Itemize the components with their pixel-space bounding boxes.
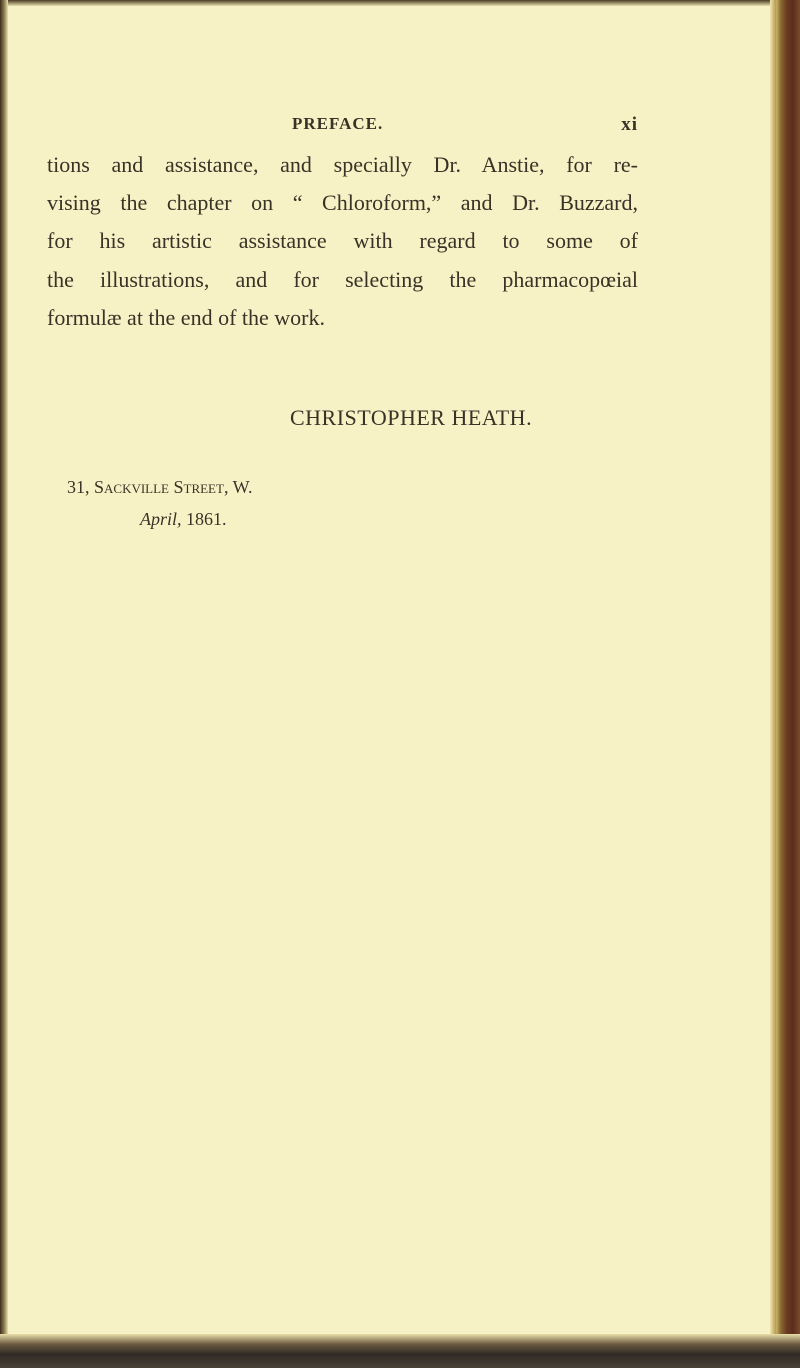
text-line: formulæ at the end of the work. [47, 304, 325, 330]
address-street: Sackville Street, W. [94, 477, 253, 497]
text-line: the illustrations, and for selecting the pharmacopœial [47, 266, 638, 292]
date [140, 509, 227, 530]
text-line: vising the chapter on “ Chloroform,” and Dr. Buzzard, [47, 190, 638, 216]
date-month: April, [140, 509, 182, 529]
text-line: for his artistic assistance with regard to some of [47, 228, 638, 254]
author-signature: CHRISTOPHER HEATH. [290, 405, 533, 430]
body-text [47, 146, 638, 337]
page-top-edge [0, 0, 800, 6]
text-line: tions and assistance, and specially Dr. Anstie, for re- [47, 152, 638, 177]
running-header [47, 114, 638, 142]
running-title: PREFACE. [292, 114, 384, 133]
address-number: 31, [67, 477, 90, 497]
page-gutter-edge [0, 0, 8, 1368]
book-binding-edge [776, 0, 800, 1368]
address [67, 477, 252, 498]
date-year: 1861. [186, 509, 227, 529]
page-bottom-edge [0, 1334, 800, 1368]
page-number: xi [621, 114, 638, 135]
